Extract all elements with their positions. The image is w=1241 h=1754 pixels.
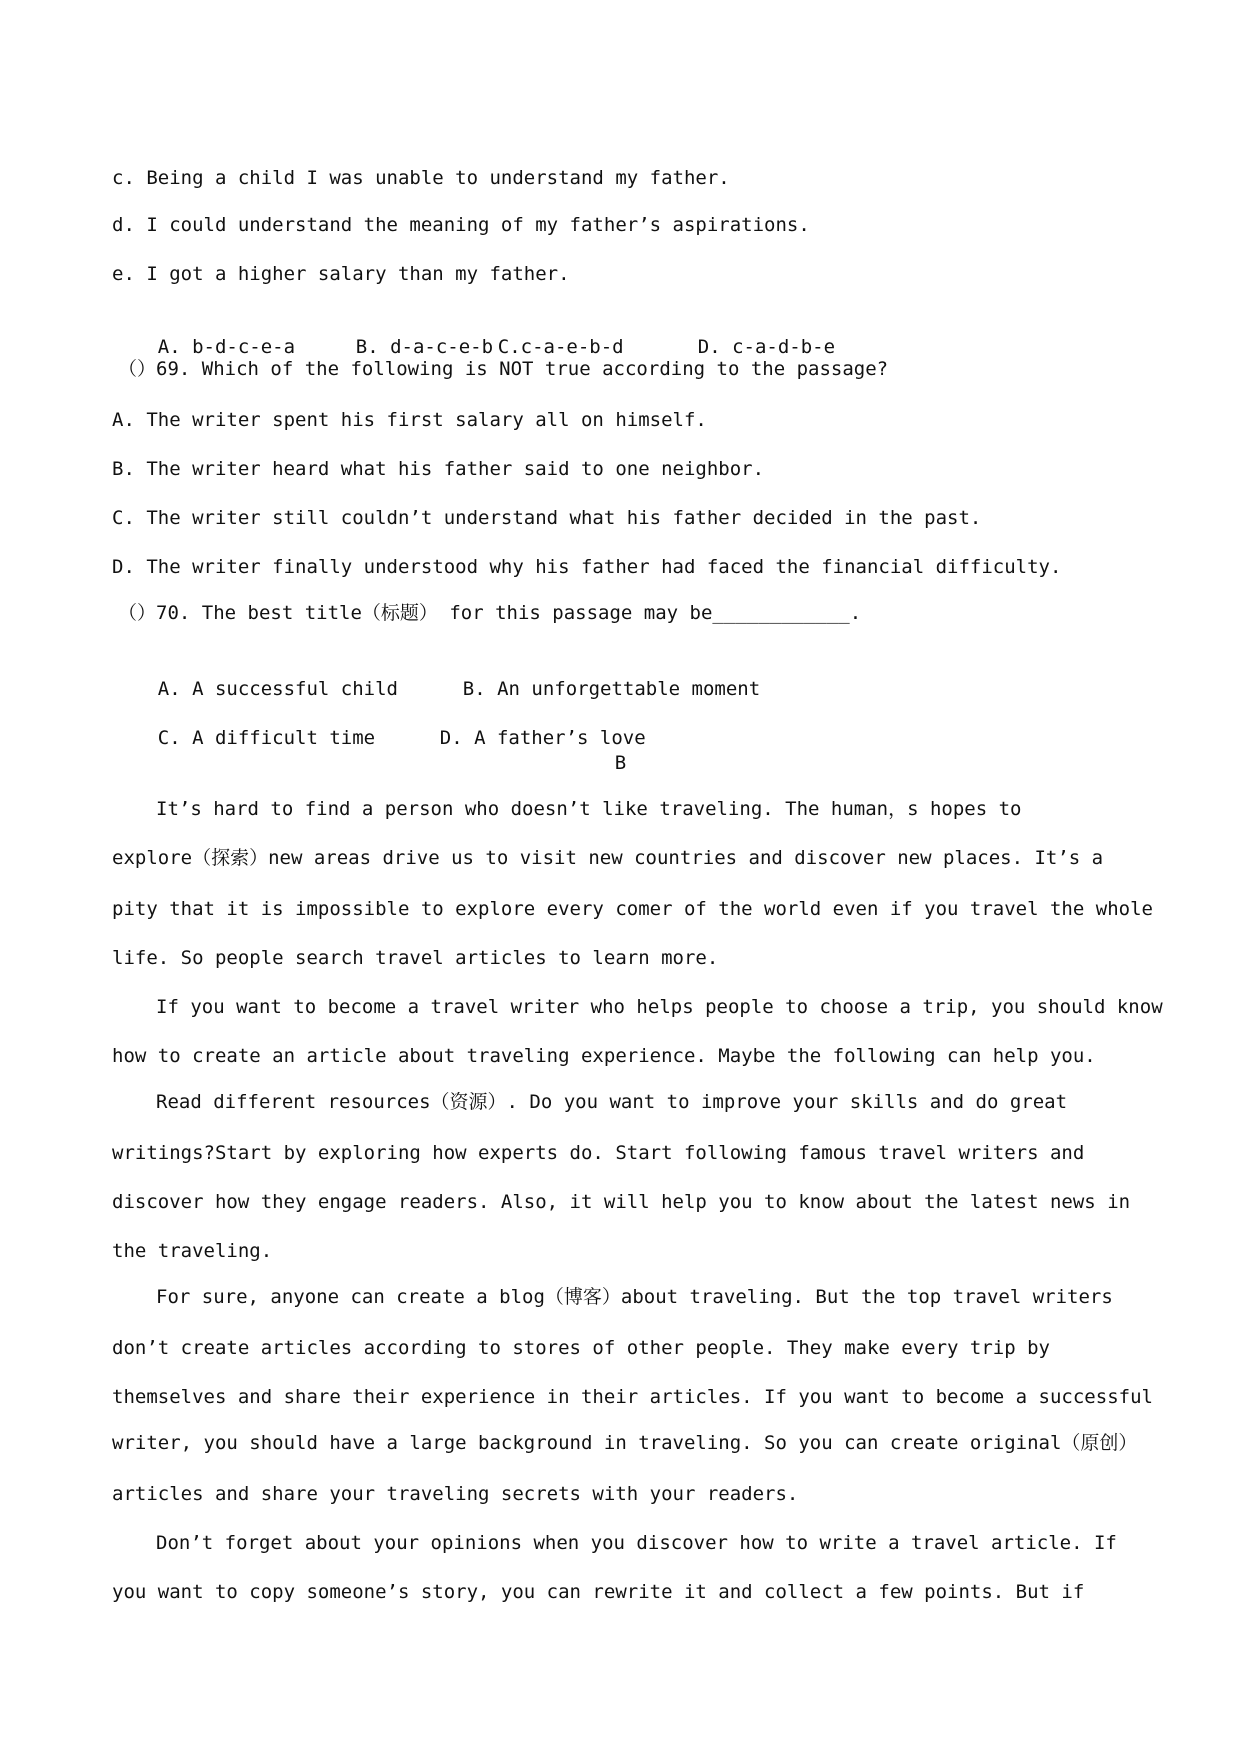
option-c: C.c-a-e-b-d	[497, 336, 624, 358]
paragraph-line: pity that it is impossible to explore every comer of the world even if you travel the whole	[112, 898, 1153, 920]
paragraph-line: themselves and share their experience in their articles. If you want to become a successful	[112, 1386, 1153, 1408]
option-d: D. c-a-d-b-e	[697, 336, 836, 358]
paragraph-line: writings?Start by exploring how experts do. Start following famous travel writers and	[112, 1142, 1085, 1164]
paragraph-line: Don’t forget about your opinions when you discover how to write a travel article. If	[156, 1532, 1117, 1554]
paragraph-line: writer, you should have a large background in traveling. So you can create original（原创）	[112, 1432, 1138, 1454]
question-70: （）70. The best title（标题） for this passage may be____________.	[118, 602, 862, 624]
paragraph-line: For sure, anyone can create a blog（博客）about traveling. But the top travel writers	[156, 1286, 1113, 1308]
question-69: （）69. Which of the following is NOT true according to the passage?	[118, 358, 889, 380]
paragraph-line: If you want to become a travel writer who helps people to choose a trip, you should know	[156, 996, 1163, 1018]
option-b: B. d-a-c-e-b	[355, 336, 494, 358]
option-d-line: d. I could understand the meaning of my father’s aspirations.	[112, 214, 810, 236]
option-b: B. An unforgettable moment	[462, 678, 761, 700]
question-69-option-d: D. The writer finally understood why his father had faced the financial difficulty.	[112, 556, 1062, 578]
paragraph-line: don’t create articles according to stores of other people. They make every trip by	[112, 1337, 1050, 1359]
question-69-option-a: A. The writer spent his first salary all on himself.	[112, 409, 707, 431]
paragraph-line: Read different resources（资源）. Do you want to improve your skills and do great	[156, 1091, 1068, 1113]
paragraph-line: articles and share your traveling secrets with your readers.	[112, 1483, 799, 1505]
paragraph-line: how to create an article about traveling experience. Maybe the following can help you.	[112, 1045, 1096, 1067]
paragraph-line: explore（探索）new areas drive us to visit new countries and discover new places. It’s a	[112, 847, 1104, 869]
question-69-option-c: C. The writer still couldn’t understand what his father decided in the past.	[112, 507, 982, 529]
option-a: A. A successful child	[157, 678, 398, 700]
option-d: D. A father’s love	[439, 727, 646, 749]
paragraph-line: discover how they engage readers. Also, it will help you to know about the latest news in	[112, 1191, 1131, 1213]
paragraph-line: It’s hard to find a person who doesn’t like traveling. The human，s hopes to	[156, 798, 1022, 820]
question-69-option-b: B. The writer heard what his father said to one neighbor.	[112, 458, 765, 480]
paragraph-line: you want to copy someone’s story, you can rewrite it and collect a few points. But if	[112, 1581, 1085, 1603]
section-heading: B	[614, 752, 627, 774]
option-c-line: c. Being a child I was unable to understand my father.	[112, 167, 730, 189]
paragraph-line: the traveling.	[112, 1240, 273, 1262]
option-c: C. A difficult time	[157, 727, 376, 749]
option-a: A. b-d-c-e-a	[157, 336, 296, 358]
paragraph-line: life. So people search travel articles to learn more.	[112, 947, 719, 969]
option-e-line: e. I got a higher salary than my father.	[112, 263, 570, 285]
